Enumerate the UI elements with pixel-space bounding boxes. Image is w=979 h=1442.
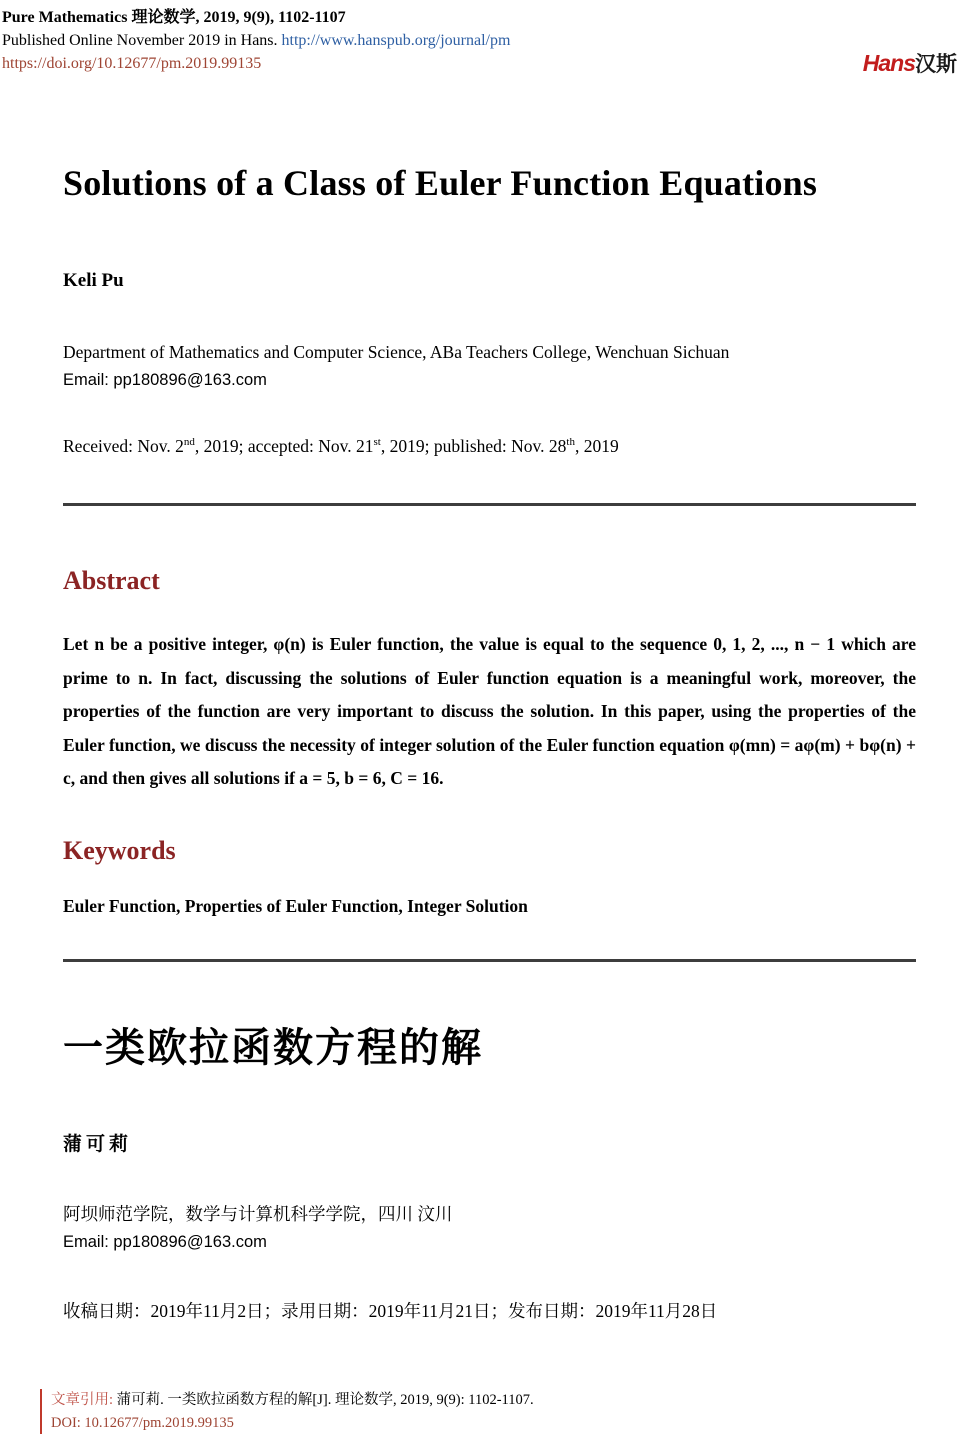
dates-tail-text: , 2019 xyxy=(574,436,619,457)
footer-doi-link[interactable]: DOI: 10.12677/pm.2019.99135 xyxy=(51,1414,234,1431)
received-ordinal-sup: nd xyxy=(183,436,195,449)
author-email-chinese: Email: pp180896@163.com xyxy=(63,1233,267,1252)
horizontal-rule-top xyxy=(63,503,916,506)
keywords-text: Euler Function, Properties of Euler Function, Integer Solution xyxy=(63,896,528,917)
received-date-text: Received: Nov. 2 xyxy=(63,436,184,457)
abstract-heading: Abstract xyxy=(63,566,160,596)
article-body xyxy=(63,162,916,1324)
journal-url-link[interactable]: http://www.hanspub.org/journal/pm xyxy=(281,32,511,50)
page-header xyxy=(2,6,959,76)
citation-label: 文章引用: xyxy=(51,1392,117,1409)
published-online-text: Published Online November 2019 in Hans. xyxy=(2,32,282,50)
doi-link[interactable]: https://doi.org/10.12677/pm.2019.99135 xyxy=(2,55,262,73)
hans-publisher-logo xyxy=(863,48,957,78)
author-name-chinese: 蒲可莉 xyxy=(63,1134,133,1156)
citation-line xyxy=(51,1389,534,1411)
accepted-date-text: , 2019; accepted: Nov. 21 xyxy=(194,436,374,457)
dates-line-chinese: 收稿日期：2019年11月2日；录用日期：2019年11月21日；发布日期：2019年11月28日 xyxy=(63,1301,718,1322)
published-online-line xyxy=(2,29,959,52)
affiliation-block-chinese xyxy=(63,1200,916,1256)
author-email-english: Email: pp180896@163.com xyxy=(63,371,267,390)
author-name-english: Keli Pu xyxy=(63,270,124,292)
hans-logo-chinese: 汉斯 xyxy=(915,53,957,76)
abstract-text: Let n be a positive integer, φ(n) is Euler function, the value is equal to the sequence 0, 1, 2, ..., n − 1 which are prime to n. In fact, discussing the solutions of Euler function equation is a meaningful work, moreover, the properties of the function are very important to discuss the solution. In this paper, using the properties of the Euler function, we discuss the necessity of integer solution of the Euler function equation φ(mn) = aφ(m) + bφ(n) + c, and then gives all solutions if a = 5, b = 6, C = 16. xyxy=(63,634,916,789)
horizontal-rule-bottom xyxy=(63,959,916,962)
keywords-heading: Keywords xyxy=(63,836,176,866)
article-title-chinese: 一类欧拉函数方程的解 xyxy=(63,1025,483,1071)
published-ordinal-sup: th xyxy=(566,436,575,449)
affiliation-block-english xyxy=(63,338,916,394)
published-date-text: , 2019; published: Nov. 28 xyxy=(380,436,567,457)
citation-text: 蒲可莉. 一类欧拉函数方程的解[J]. 理论数学, 2019, 9(9): 1102-1107. xyxy=(116,1392,534,1409)
accepted-ordinal-sup: st xyxy=(373,436,381,449)
affiliation-chinese: 阿坝师范学院，数学与计算机科学学院，四川 汶川 xyxy=(63,1204,453,1225)
received-accepted-published-line xyxy=(63,436,916,457)
citation-footer xyxy=(40,1389,534,1434)
hans-logo-latin: Hans xyxy=(862,50,915,76)
journal-citation-line: Pure Mathematics 理论数学, 2019, 9(9), 1102-1107 xyxy=(2,9,346,26)
doi-line xyxy=(2,52,959,75)
article-title-english: Solutions of a Class of Euler Function Equations xyxy=(63,162,818,203)
affiliation-english: Department of Mathematics and Computer Science, ABa Teachers College, Wenchuan Sichuan xyxy=(63,342,730,363)
